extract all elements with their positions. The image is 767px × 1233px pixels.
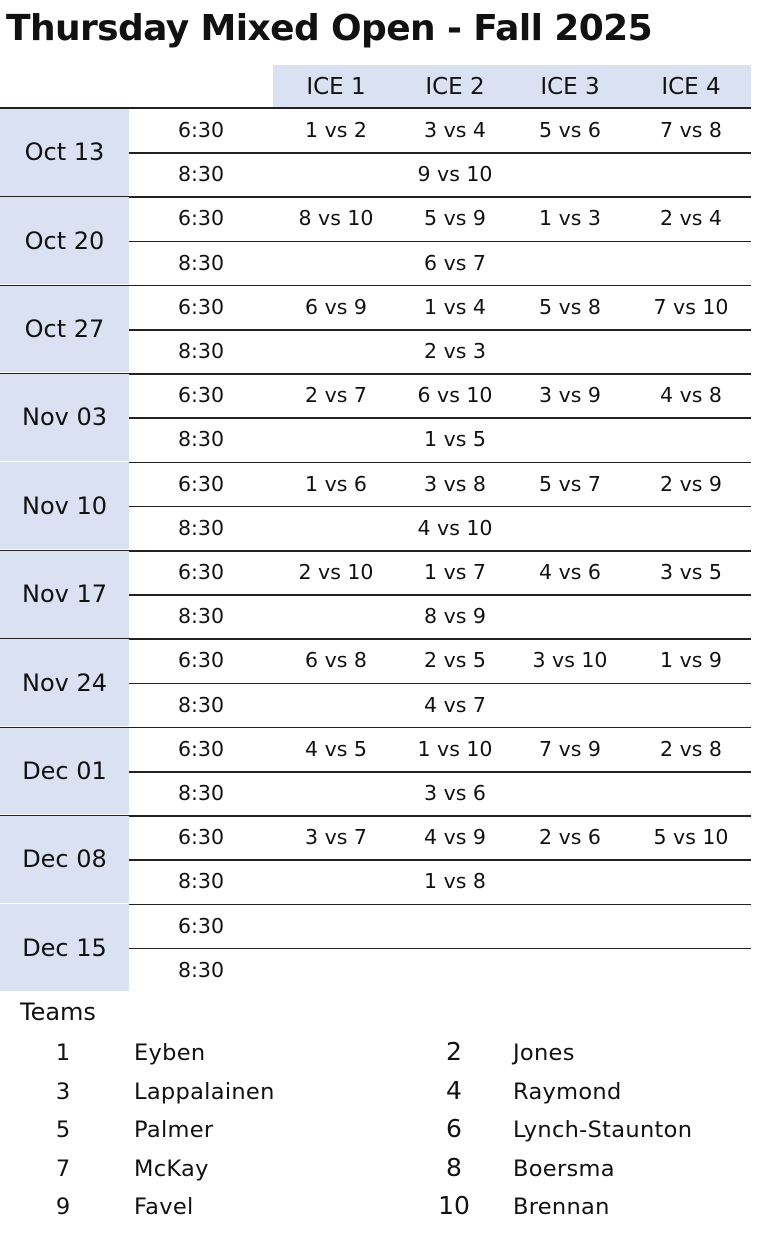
week-date: Dec 01 [0,728,129,815]
teams-heading: Teams [20,998,96,1026]
game-ice-2: 4 vs 9 [424,825,486,850]
early-time: 6:30 [177,560,225,584]
team-number: 2 [446,1037,462,1066]
game-ice-3 [510,904,630,948]
late-game [395,948,515,992]
week-date: Oct 27 [0,286,129,373]
game-ice-1: 1 vs 2 [305,118,367,142]
ice-header-1: ICE 1 [306,74,366,100]
game-ice-3: 3 vs 9 [539,383,601,408]
early-time: 6:30 [177,118,225,142]
team-number: 7 [55,1155,71,1182]
week-date: Dec 08 [0,816,129,903]
late-game: 4 vs 7 [424,692,486,717]
game-ice-3: 5 vs 8 [539,294,601,319]
early-time: 6:30 [177,736,225,761]
early-time: 6:30 [177,206,225,231]
game-ice-2: 6 vs 10 [417,383,493,408]
game-ice-4: 2 vs 9 [660,471,722,496]
team-name: Jones [513,1040,575,1066]
team-name: Lynch-Staunton [513,1117,693,1144]
late-game: 9 vs 10 [417,162,493,187]
game-ice-1 [276,904,396,948]
game-ice-2: 3 vs 4 [424,118,486,142]
game-ice-1: 8 vs 10 [298,206,374,231]
ice-header-4: ICE 4 [661,74,721,100]
team-name: Lappalainen [134,1078,275,1105]
late-game: 6 vs 7 [424,250,486,275]
game-ice-3: 7 vs 9 [539,736,601,761]
ice-header-2: ICE 2 [425,74,485,100]
late-time: 8:30 [177,427,225,452]
ice-header-3: ICE 3 [540,74,600,100]
team-name: Raymond [513,1078,622,1105]
team-name: McKay [134,1155,209,1182]
game-ice-4: 7 vs 8 [660,118,722,142]
late-game: 2 vs 3 [424,339,486,363]
page-title: Thursday Mixed Open - Fall 2025 [6,8,653,49]
game-ice-2: 5 vs 9 [424,206,486,231]
game-ice-2: 3 vs 8 [424,471,486,496]
game-ice-2 [395,904,515,948]
game-ice-1: 6 vs 9 [305,294,367,319]
game-ice-2: 1 vs 4 [424,294,486,319]
early-time: 6:30 [177,913,225,938]
game-ice-4: 3 vs 5 [660,560,722,584]
game-ice-4: 2 vs 4 [660,206,722,231]
late-time: 8:30 [177,339,225,363]
game-ice-1: 2 vs 10 [298,560,374,584]
week-date: Oct 20 [0,197,129,284]
late-time: 8:30 [177,692,225,717]
early-time: 6:30 [177,294,225,319]
game-ice-3: 3 vs 10 [532,648,608,673]
game-ice-1: 6 vs 8 [305,648,367,673]
late-time: 8:30 [177,957,225,982]
week-date: Oct 13 [0,109,129,196]
game-ice-1: 4 vs 5 [305,736,367,761]
game-ice-4: 5 vs 10 [653,825,729,850]
team-number: 3 [55,1078,71,1105]
team-name: Palmer [134,1117,214,1144]
game-ice-1: 3 vs 7 [305,825,367,850]
game-ice-2: 2 vs 5 [424,648,486,673]
week-date: Nov 24 [0,639,129,726]
team-number: 5 [55,1117,71,1144]
late-game: 3 vs 6 [424,781,486,805]
game-ice-3: 1 vs 3 [539,206,601,231]
early-time: 6:30 [177,471,225,496]
game-ice-4: 2 vs 8 [660,736,722,761]
early-time: 6:30 [177,825,225,850]
game-ice-1: 2 vs 7 [305,383,367,408]
game-ice-4: 4 vs 8 [660,383,722,408]
game-ice-4: 7 vs 10 [653,294,729,319]
late-time: 8:30 [177,604,225,629]
week-date: Dec 15 [0,904,129,991]
team-name: Favel [134,1194,194,1221]
game-ice-3: 5 vs 7 [539,471,601,496]
late-time: 8:30 [177,162,225,187]
team-number: 10 [438,1191,470,1221]
late-game: 8 vs 9 [424,604,486,629]
game-ice-4: 1 vs 9 [660,648,722,673]
game-ice-2: 1 vs 7 [424,560,486,584]
team-number: 6 [446,1114,462,1144]
game-ice-2: 1 vs 10 [417,736,493,761]
game-ice-3: 5 vs 6 [539,118,601,142]
team-name: Eyben [134,1040,206,1066]
late-time: 8:30 [177,515,225,540]
game-ice-3: 2 vs 6 [539,825,601,850]
team-number: 1 [55,1040,71,1066]
week-date: Nov 03 [0,374,129,461]
team-number: 4 [446,1075,462,1105]
late-game: 1 vs 5 [424,427,486,452]
late-game: 1 vs 8 [424,869,486,894]
team-number: 9 [55,1194,71,1221]
week-date: Nov 10 [0,462,129,549]
team-name: Brennan [513,1194,610,1221]
early-time: 6:30 [177,648,225,673]
game-ice-1: 1 vs 6 [305,471,367,496]
week-date: Nov 17 [0,551,129,638]
early-time: 6:30 [177,383,225,408]
team-number: 8 [446,1152,462,1182]
late-time: 8:30 [177,781,225,805]
late-time: 8:30 [177,250,225,275]
team-name: Boersma [513,1155,615,1182]
game-ice-3: 4 vs 6 [539,560,601,584]
late-game: 4 vs 10 [417,515,493,540]
game-ice-4 [631,904,751,948]
late-time: 8:30 [177,869,225,894]
